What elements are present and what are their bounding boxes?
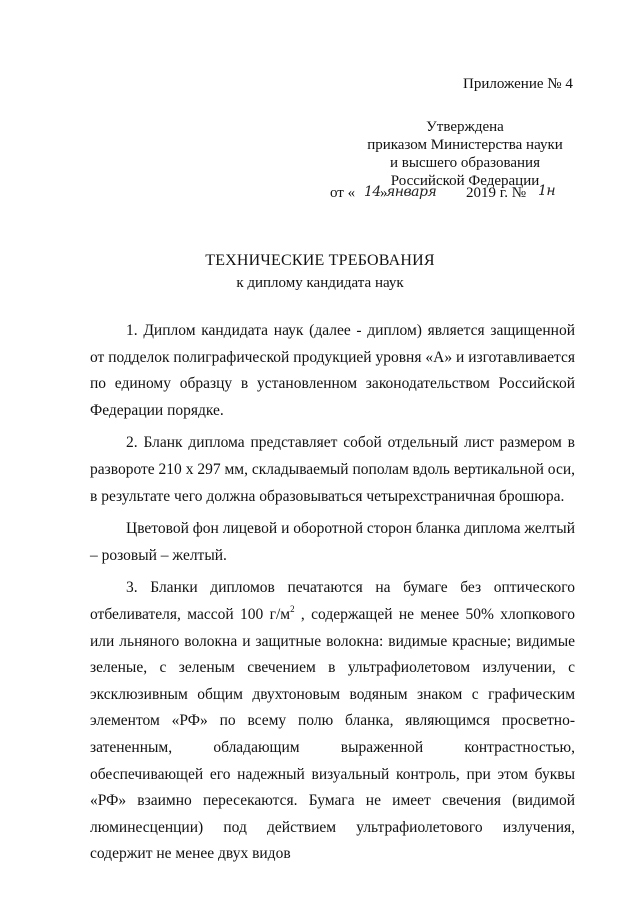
document-body	[90, 318, 575, 868]
approval-block	[340, 118, 590, 190]
paragraph-4-part-a: 3. Бланки дипломов печатаются на бумаге без оптического отбеливателя, массой 100 г/м	[90, 579, 575, 623]
approval-line-4: Российской Федерации	[390, 173, 540, 189]
paragraph-4	[90, 575, 575, 868]
document-subtitle: к диплому кандидата наук	[236, 275, 404, 291]
handwritten-order-number: 1н	[538, 183, 556, 199]
paragraph-3: Цветовой фон лицевой и оборотной сторон бланка диплома желтый – розовый – желтый.	[90, 520, 575, 564]
approval-line-1: Утверждена	[426, 119, 504, 135]
handwritten-order-month: января	[386, 184, 437, 200]
paragraph-2: 2. Бланк диплома представляет собой отдельный лист размером в развороте 210 х 297 мм, складываемый пополам вдоль вертикальной оси, в результате чего должна образовываться четырехстраничная брошюра.	[90, 434, 575, 505]
order-year: 2019 г. №	[466, 185, 527, 201]
approval-line-3: и высшего образования	[390, 155, 540, 171]
paragraph-4-part-b: , содержащей не менее 50% хлопкового или льняного волокна и защитные волокна: видимые красные; видимые зеленые, с зеленым свечением в ультрафиолетовом излучении, с эксклюзивным общим двухтоновым водяным знаком с графическим элементом «РФ» по всему полю бланка, являющимся просветно-затененным, обладающим выраженной контрастностью, обеспечивающей его надежный визуальный контроль, при этом буквы «РФ» взаимно пересекаются. Бумага не имеет свечения (видимой люминесценции) под действием ультрафиолетового излучения, содержит не менее двух видов	[90, 605, 575, 863]
approval-line-2: приказом Министерства науки	[367, 137, 563, 153]
paragraph-4-superscript: 2	[290, 603, 295, 614]
paragraph-1: 1. Диплом кандидата наук (далее - диплом) является защищенной от подделок полиграфической продукцией уровня «А» и изготавливается по единому образцу в установленном законодательством Российской Федерации порядке.	[90, 322, 575, 419]
handwritten-order-day: 14	[364, 184, 381, 200]
order-quote-close: »	[380, 185, 388, 201]
order-date-line	[330, 183, 570, 203]
order-prefix: от «	[330, 185, 356, 201]
document-title: ТЕХНИЧЕСКИЕ ТРЕБОВАНИЯ	[205, 252, 435, 269]
appendix-label: Приложение № 4	[463, 76, 573, 92]
